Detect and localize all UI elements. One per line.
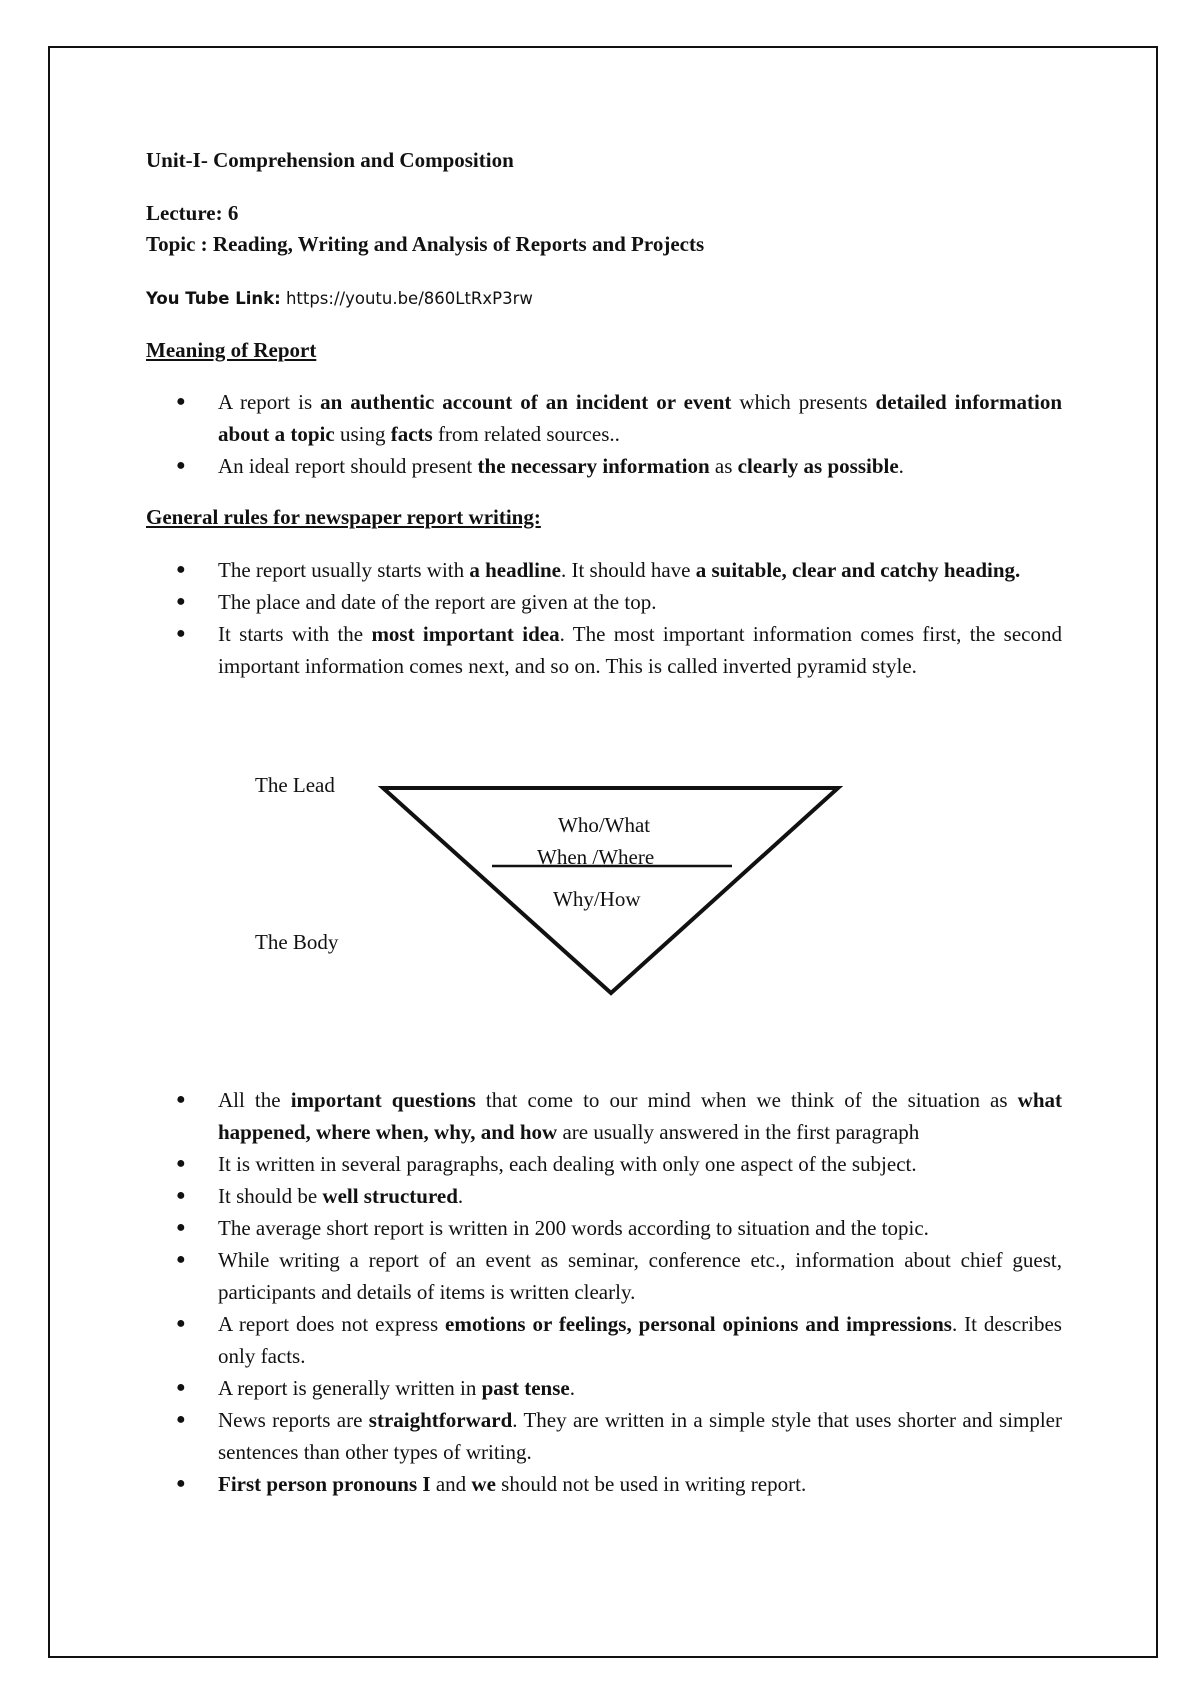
- bullet-dot-icon: ●: [176, 393, 186, 410]
- bullet-text: from related sources..: [432, 422, 620, 446]
- more-rules-list: [146, 1084, 1062, 1500]
- bullet-text: the necessary information: [477, 454, 710, 478]
- bullet-dot-icon: ●: [176, 1091, 186, 1108]
- why-how-label: Why/How: [553, 887, 641, 911]
- bullet-text: . It should have: [560, 558, 696, 582]
- bullet-text: First person pronouns I: [218, 1472, 431, 1496]
- bullet-item: [146, 1212, 1062, 1244]
- youtube-link[interactable]: https://youtu.be/860LtRxP3rw: [285, 289, 533, 308]
- body-label: The Body: [255, 930, 339, 954]
- lead-label: The Lead: [255, 773, 335, 797]
- bullet-dot-icon: ●: [176, 1411, 186, 1428]
- bullet-text: News reports are: [218, 1408, 369, 1432]
- bullet-text: a suitable, clear and catchy heading.: [695, 558, 1021, 582]
- bullet-text: clearly as possible: [737, 454, 899, 478]
- bullet-text: are usually answered in the first paragraph: [557, 1120, 920, 1144]
- bullet-text: . They are written in a simple style that uses shorter and simpler sentences than other types of writing.: [218, 1408, 1062, 1464]
- bullet-dot-icon: ●: [176, 593, 186, 610]
- who-what-label: Who/What: [558, 813, 651, 837]
- bullet-text: A report does not express: [218, 1312, 446, 1336]
- bullet-text: using: [334, 422, 391, 446]
- bullet-item: [146, 1180, 1062, 1212]
- bullet-text: past tense: [481, 1376, 570, 1400]
- bullet-text: The report usually starts with: [218, 558, 470, 582]
- bullet-text: detailed information about a topic: [218, 390, 1063, 446]
- bullet-text: The place and date of the report are given at the top.: [218, 590, 657, 614]
- rules-heading: General rules for newspaper report writing:: [146, 505, 541, 529]
- bullet-text: should not be used in writing report.: [495, 1472, 807, 1496]
- lecture-number: Lecture: 6: [146, 201, 239, 225]
- bullet-item: [146, 1244, 1062, 1308]
- topic-title: Topic : Reading, Writing and Analysis of Reports and Projects: [146, 232, 705, 256]
- bullet-item: [146, 1084, 1062, 1148]
- bullet-text: straightforward: [368, 1408, 513, 1432]
- bullet-text: what happened, where when, why, and how: [218, 1088, 1062, 1144]
- bullet-text: that come to our mind when we think of the situation as: [475, 1088, 1018, 1112]
- bullet-item: [146, 1148, 1062, 1180]
- bullet-dot-icon: ●: [176, 1187, 186, 1204]
- bullet-dot-icon: ●: [176, 457, 186, 474]
- bullet-dot-icon: ●: [176, 1315, 186, 1332]
- unit-title: Unit-I- Comprehension and Composition: [146, 148, 514, 172]
- bullet-text: . It describes only facts.: [218, 1312, 1062, 1368]
- bullet-dot-icon: ●: [176, 1155, 186, 1172]
- bullet-text: an authentic account of an incident or event: [320, 390, 732, 414]
- bullet-text: An ideal report should present: [218, 454, 478, 478]
- bullet-item: [146, 1308, 1062, 1372]
- bullet-text: .: [569, 1376, 575, 1400]
- bullet-text: and: [430, 1472, 472, 1496]
- bullet-dot-icon: ●: [176, 561, 186, 578]
- bullet-text: which presents: [731, 390, 876, 414]
- bullet-text: .: [457, 1184, 464, 1208]
- bullet-dot-icon: ●: [176, 1475, 186, 1492]
- bullet-text: well structured: [322, 1184, 458, 1208]
- bullet-text: a headline: [469, 558, 561, 582]
- bullet-text: most important idea: [371, 622, 560, 646]
- youtube-label: You Tube Link:: [146, 289, 281, 308]
- bullet-text: we: [471, 1472, 496, 1496]
- bullet-text: The average short report is written in 200 words according to situation and the topic.: [218, 1216, 929, 1240]
- when-where-label: When /Where: [537, 845, 655, 869]
- bullet-text: It should be: [218, 1184, 323, 1208]
- bullet-text: facts: [390, 422, 433, 446]
- bullet-text: . The most important information comes first, the second important information comes next, and so on. This is called inverted pyramid style.: [218, 622, 1062, 678]
- bullet-dot-icon: ●: [176, 1251, 186, 1268]
- bullet-text: A report is: [218, 390, 321, 414]
- bullet-item: [146, 1404, 1062, 1468]
- bullet-text: as: [709, 454, 738, 478]
- bullet-dot-icon: ●: [176, 625, 186, 642]
- bullet-dot-icon: ●: [176, 1219, 186, 1236]
- bullet-text: All the: [218, 1088, 291, 1112]
- bullet-text: It starts with the: [218, 622, 372, 646]
- bullet-item: [146, 1372, 1062, 1404]
- bullet-text: important questions: [290, 1088, 476, 1112]
- meaning-heading: Meaning of Report: [146, 338, 317, 362]
- bullet-text: .: [898, 454, 904, 478]
- bullet-text: It is written in several paragraphs, each dealing with only one aspect of the subject.: [218, 1152, 917, 1176]
- bullet-text: A report is generally written in: [218, 1376, 482, 1400]
- bullet-text: emotions or feelings, personal opinions and impressions: [445, 1312, 952, 1336]
- bullet-dot-icon: ●: [176, 1379, 186, 1396]
- bullet-item: [146, 1468, 1062, 1500]
- bullet-text: While writing a report of an event as seminar, conference etc., information about chief guest, participants and details of items is written clearly.: [218, 1248, 1062, 1304]
